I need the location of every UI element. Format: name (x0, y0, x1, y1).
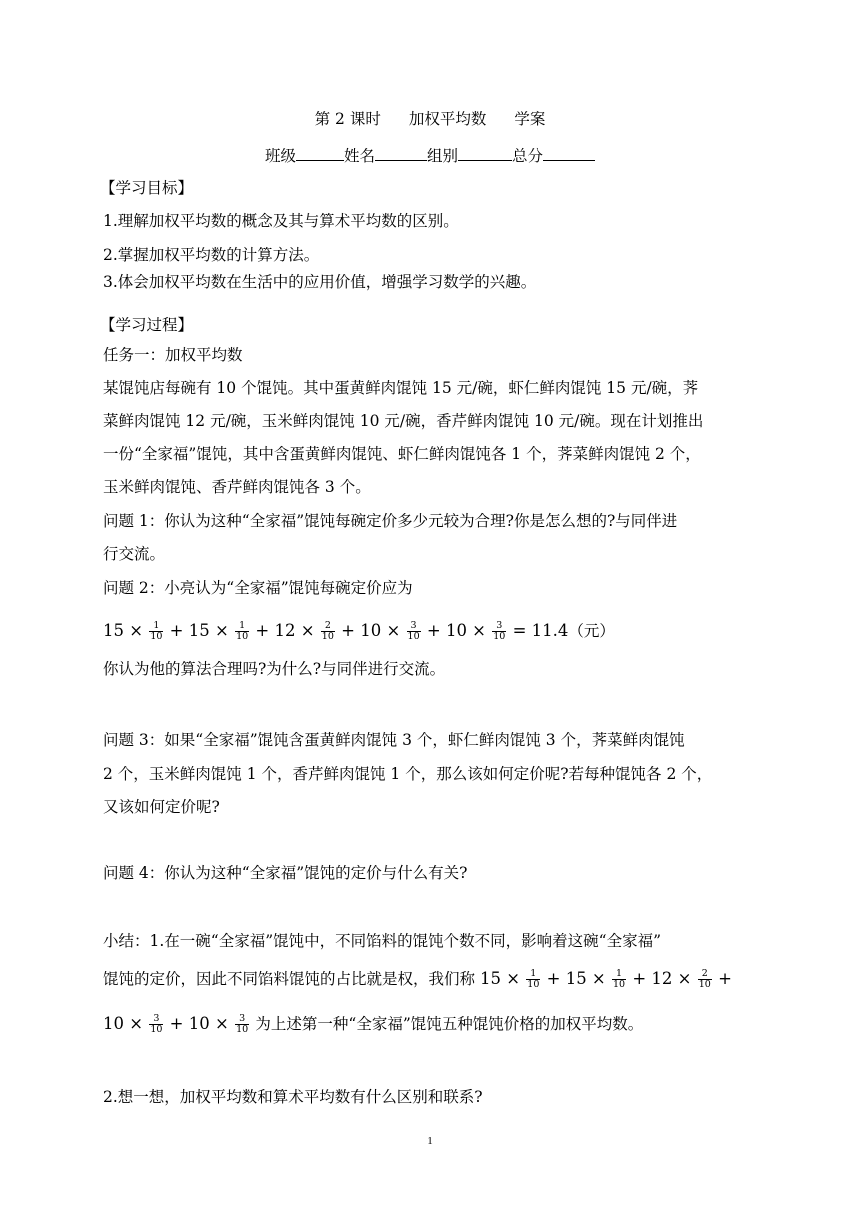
summary-formula-part (480, 969, 732, 988)
fraction (321, 621, 335, 642)
goal-item-1: 1.理解加权平均数的概念及其与算术平均数的区别。 (103, 212, 459, 230)
summary-line-with-formula (103, 1013, 643, 1035)
fraction (526, 969, 540, 990)
summary-text: 馄饨的定价，因此不同馅料馄饨的占比就是权，我们称 (103, 970, 476, 988)
fraction-denominator: 10 (150, 1024, 163, 1035)
fraction-numerator: 2 (698, 969, 712, 980)
fraction-denominator: 10 (698, 979, 711, 990)
fraction-denominator: 10 (150, 631, 163, 642)
fraction-denominator: 10 (236, 1024, 249, 1035)
question-4-line: 问题 4：你认为这种“全家福”馄饨的定价与什么有关? (103, 864, 468, 882)
name-label: 姓名 (343, 147, 375, 165)
title-type: 学案 (514, 110, 546, 128)
fraction (149, 621, 163, 642)
fraction-numerator: 2 (321, 621, 335, 632)
fraction-denominator: 10 (493, 631, 506, 642)
fraction (698, 969, 712, 990)
fraction-denominator: 10 (527, 979, 540, 990)
formula-term: + 12 × (255, 621, 315, 640)
goal-item-3: 3.体会加权平均数在生活中的应用价值，增强学习数学的兴趣。 (103, 273, 537, 291)
fraction-denominator: 10 (236, 631, 249, 642)
class-label: 班级 (264, 147, 296, 165)
student-info-line (0, 144, 860, 167)
fraction-numerator: 1 (235, 621, 249, 632)
score-label: 总分 (512, 147, 544, 165)
group-label: 组别 (427, 147, 459, 165)
summary-text: 为上述第一种“全家福”馄饨五种馄饨价格的加权平均数。 (255, 1015, 644, 1033)
process-heading: 【学习过程】 (100, 316, 194, 334)
group-blank[interactable] (458, 144, 512, 161)
formula-term: 10 × (103, 1014, 144, 1033)
fraction-numerator: 1 (149, 621, 163, 632)
fraction-numerator: 3 (149, 1014, 163, 1025)
fraction-denominator: 10 (407, 631, 420, 642)
formula-term: + 10 × (341, 621, 401, 640)
paragraph-line: 一份“全家福”馄饨，其中含蛋黄鲜肉馄饨、虾仁鲜肉馄饨各 1 个，荠菜鲜肉馄饨 2 个， (103, 445, 701, 463)
fraction-numerator: 3 (407, 621, 421, 632)
question-2-line: 问题 2：小亮认为“全家福”馄饨每碗定价应为 (103, 579, 413, 597)
formula-term: + 15 × (546, 969, 606, 988)
fraction-numerator: 1 (526, 969, 540, 980)
goals-heading: 【学习目标】 (100, 179, 194, 197)
title-topic: 加权平均数 (408, 110, 487, 128)
fraction-numerator: 3 (235, 1014, 249, 1025)
question-2-line: 你认为他的算法合理吗?为什么?与同伴进行交流。 (103, 660, 446, 678)
formula-term: 15 × (479, 969, 521, 988)
goal-item-2: 2.掌握加权平均数的计算方法。 (103, 246, 320, 264)
question-2-formula (103, 620, 615, 642)
fraction (235, 621, 249, 642)
class-blank[interactable] (296, 144, 344, 161)
title-lesson: 第 2 课时 (314, 110, 381, 128)
formula-term: + 12 × (632, 969, 692, 988)
fraction-numerator: 1 (612, 969, 626, 980)
summary-item-2: 2.想一想，加权平均数和算术平均数有什么区别和联系? (103, 1088, 483, 1106)
formula-term: 15 × (103, 621, 144, 640)
question-1-line: 问题 1：你认为这种“全家福”馄饨每碗定价多少元较为合理?你是怎么想的?与同伴进 (103, 512, 678, 530)
fraction (612, 969, 626, 990)
question-1-line: 行交流。 (103, 545, 166, 563)
summary-line: 小结：1.在一碗“全家福”馄饨中，不同馅料的馄饨个数不同，影响着这碗“全家福” (103, 932, 661, 950)
fraction-denominator: 10 (613, 979, 626, 990)
question-3-line: 2 个，玉米鲜肉馄饨 1 个，香芹鲜肉馄饨 1 个，那么该如何定价呢?若每种馄饨各 2 个， (103, 765, 713, 783)
formula-term: + (718, 969, 732, 988)
fraction (492, 621, 506, 642)
fraction (235, 1014, 249, 1035)
page-title (0, 108, 860, 130)
fraction (149, 1014, 163, 1035)
fraction-denominator: 10 (321, 631, 334, 642)
paragraph-line: 菜鲜肉馄饨 12 元/碗，玉米鲜肉馄饨 10 元/碗，香芹鲜肉馄饨 10 元/碗。现在计划推出 (103, 412, 704, 430)
fraction-numerator: 3 (492, 621, 506, 632)
formula-term: + 10 × (169, 1014, 229, 1033)
formula-term: + 10 × (426, 621, 487, 640)
paragraph-line: 玉米鲜肉馄饨、香芹鲜肉馄饨各 3 个。 (103, 478, 371, 496)
summary-formula-part (103, 1014, 255, 1033)
question-3-line: 又该如何定价呢? (103, 798, 220, 816)
name-blank[interactable] (375, 144, 427, 161)
paragraph-line: 某馄饨店每碗有 10 个馄饨。其中蛋黄鲜肉馄饨 15 元/碗，虾仁鲜肉馄饨 15 元/碗，荠 (103, 379, 699, 397)
score-blank[interactable] (543, 144, 595, 161)
fraction (407, 621, 421, 642)
formula-unit: （元） (568, 622, 615, 640)
question-3-line: 问题 3：如果“全家福”馄饨含蛋黄鲜肉馄饨 3 个，虾仁鲜肉馄饨 3 个，荠菜鲜肉馄饨 (103, 731, 685, 749)
summary-line-with-formula (103, 968, 732, 990)
page-number: 1 (427, 1135, 433, 1147)
task-1-heading: 任务一：加权平均数 (103, 346, 243, 364)
formula-term: + 15 × (169, 621, 229, 640)
formula-result: = 11.4 (512, 621, 569, 640)
